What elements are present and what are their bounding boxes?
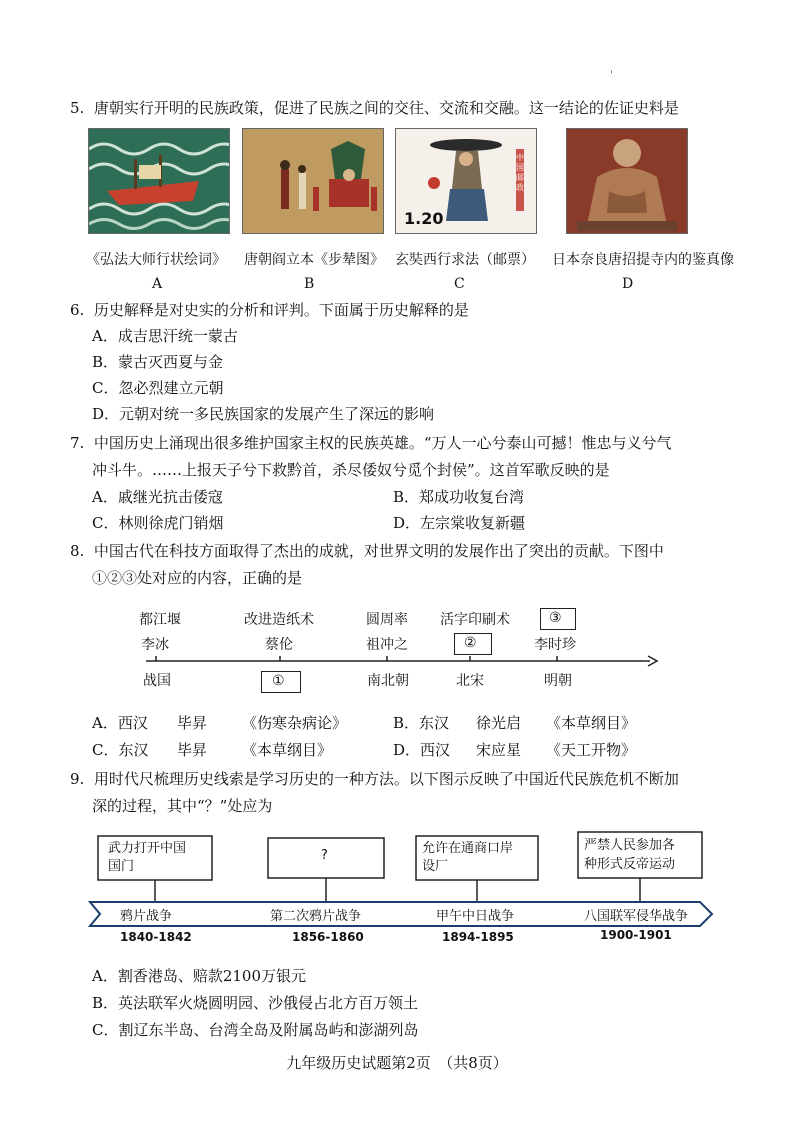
question-text: 历史解释是对史实的分析和评判。下面属于历史解释的是 [93,301,469,319]
option-b[interactable]: B．蒙古灭西夏与金 [92,353,224,371]
question-text: 中国历史上涌现出很多维护国家主权的民族英雄。“万人一心兮泰山可撼！惟忠与义兮气 [93,434,672,452]
event-label: 第二次鸦片战争 [270,909,362,924]
timeline-person: 李冰 [141,637,169,653]
question-number: 5. [70,99,85,117]
page-footer: 九年级历史试题第2页 （共8页） [286,1054,508,1072]
timeline-person: 祖冲之 [366,637,408,653]
option-a-person: 毕昇 [177,714,208,732]
option-letter-c[interactable]: C [454,276,465,292]
caption-a: 《弘法大师行状绘词》 [86,252,226,268]
question-text: 用时代尺梳理历史线索是学习历史的一种方法。以下图示反映了中国近代民族危机不断加 [93,770,679,788]
timeline-person: 蔡伦 [265,637,293,653]
option-a[interactable]: A．戚继光抗击倭寇 [92,488,223,506]
question-text-cont: ①②③处对应的内容，正确的是 [92,569,303,587]
option-b[interactable]: B．英法联军火烧圆明园、沙俄侵占北方百万领土 [92,994,419,1012]
question-number: 7. [70,434,85,452]
blank-label-2: ② [464,635,477,651]
blank-label-3: ③ [549,610,562,626]
year-label: 1840-1842 [120,930,192,944]
question-number: 6. [70,301,85,319]
timeline-period: 明朝 [544,673,572,689]
timeline-achievement: 圆周率 [366,612,408,628]
option-b[interactable]: B．郑成功收复台湾 [393,488,525,506]
year-label: 1856-1860 [292,930,364,944]
option-c-book: 《本草纲目》 [242,741,333,759]
question-text-cont: 冲斗牛。……上报天子兮下救黔首，杀尽倭奴兮觅个封侯”。这首军歌反映的是 [92,461,610,479]
stamp-value: 1.20 [404,209,444,228]
option-c[interactable]: C．林则徐虎门销烟 [92,514,224,532]
option-a[interactable]: A．成吉思汗统一蒙古 [92,327,238,345]
option-a-book: 《伤寒杂病论》 [242,714,348,732]
timeline-achievement: 都江堰 [139,612,181,628]
option-letter-a[interactable]: A [152,276,163,292]
event-label: 八国联军侵华战争 [584,909,689,924]
question-text-cont: 深的过程，其中“？”处应为 [92,797,273,815]
callout-box: 允许在通商口岸 设厂 [422,841,514,874]
option-c-person: 毕昇 [177,741,208,759]
option-b-person: 徐光启 [476,714,522,732]
question-text: 唐朝实行开明的民族政策，促进了民族之间的交往、交流和交融。这一结论的佐证史料是 [93,99,679,117]
question-text: 中国古代在科技方面取得了杰出的成就，对世界文明的发展作出了突出的贡献。下图中 [93,542,664,560]
option-d[interactable]: D．左宗棠收复新疆 [393,514,526,532]
callout-box: 武力打开中国 国门 [108,841,187,874]
option-d-person: 宋应星 [476,741,522,759]
option-a[interactable]: A．割香港岛、赔款2100万银元 [92,967,307,985]
scan-mark: ' [610,70,613,81]
option-letter-d[interactable]: D [622,276,634,292]
stamp-label: 中国邮政 [516,153,524,192]
caption-b: 唐朝阎立本《步辇图》 [244,252,384,268]
option-d-book: 《天工开物》 [546,741,637,759]
option-b-book: 《本草纲目》 [546,714,637,732]
timeline-period: 南北朝 [367,673,409,689]
option-c[interactable]: C．忽必烈建立元朝 [92,379,224,397]
timeline-achievement: 改进造纸术 [244,612,314,628]
option-letter-b[interactable]: B [304,276,315,292]
option-c-dynasty: C．东汉 [92,741,149,759]
year-label: 1894-1895 [442,930,514,944]
timeline-period: 战国 [143,673,171,689]
option-b-dynasty: B．东汉 [393,714,450,732]
option-a-dynasty: A．西汉 [92,714,148,732]
year-label: 1900-1901 [600,928,672,942]
option-d[interactable]: D．元朝对统一多民族国家的发展产生了深远的影响 [92,405,435,423]
timeline-period: 北宋 [456,673,484,689]
blank-label-1: ① [272,673,285,689]
event-label: 鸦片战争 [120,909,173,924]
question-number: 8. [70,542,85,560]
caption-d: 日本奈良唐招提寺内的鉴真像 [552,252,734,268]
event-label: 甲午中日战争 [436,909,515,924]
timeline-person: 李时珍 [534,637,576,653]
question-mark-box: ? [321,848,328,863]
question-number: 9. [70,770,85,788]
option-d-dynasty: D．西汉 [393,741,451,759]
caption-c: 玄奘西行求法（邮票） [395,252,535,268]
timeline-achievement: 活字印刷术 [440,612,510,628]
callout-box: 严禁人民参加各 种形式反帝运动 [584,838,676,872]
option-c[interactable]: C．割辽东半岛、台湾全岛及附属岛屿和澎湖列岛 [92,1021,419,1039]
